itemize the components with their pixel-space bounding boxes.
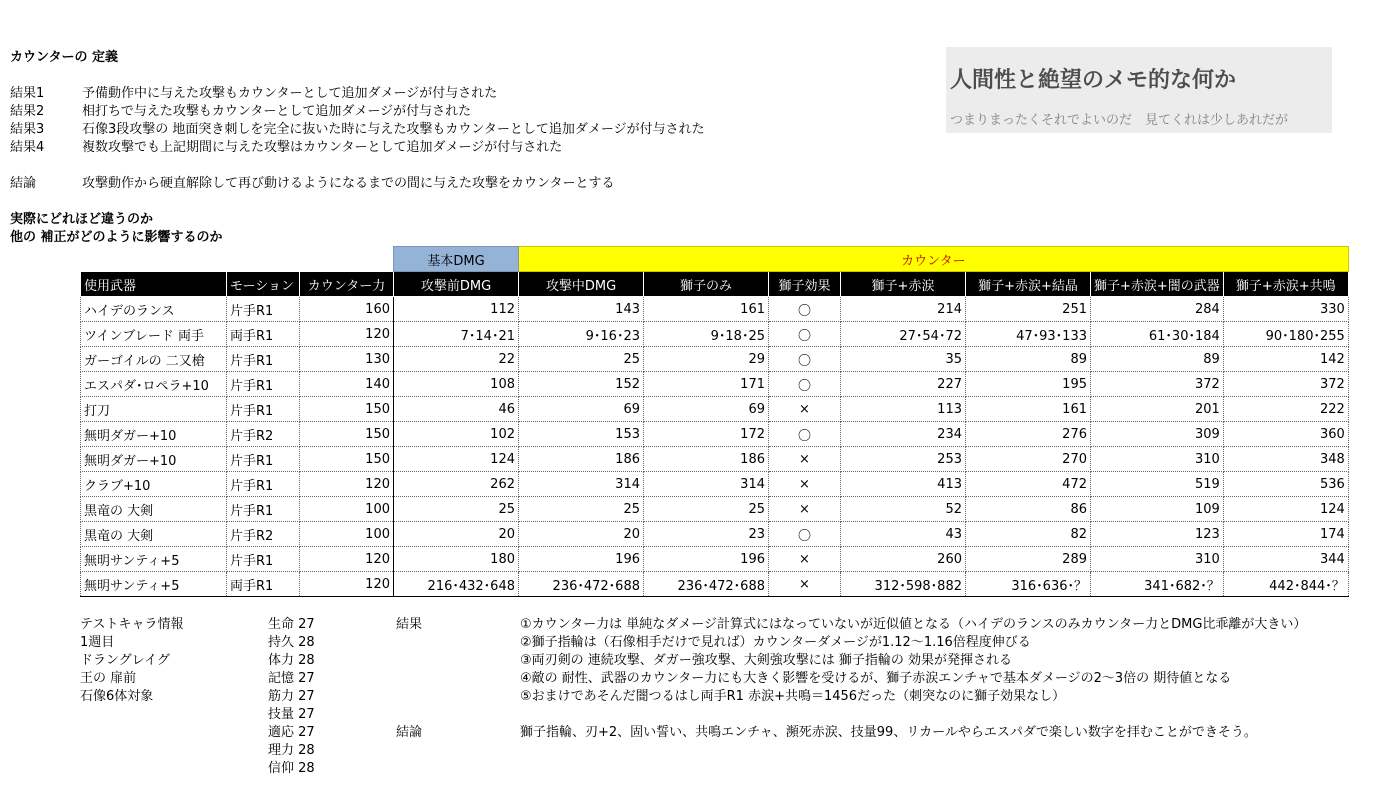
cell-counter-power: 100 <box>300 522 394 547</box>
cell-lion-only: 186 <box>644 447 769 472</box>
cell-lion-only: 171 <box>644 372 769 397</box>
definition-conclusion-text: 攻撃動作から硬直解除して再び動けるようになるまでの間に与えた攻撃をカウンターとする <box>82 176 615 191</box>
cell-mid-attack-dmg: 153 <box>519 422 644 447</box>
cell-lion-effect: × <box>769 497 841 522</box>
cell-lion-only: 196 <box>644 547 769 572</box>
col-header-pre-attack-dmg: 攻撃前DMG <box>394 272 519 297</box>
cell-lion-red-tear-resonance: 360 <box>1223 422 1348 447</box>
summary-result-1: ①カウンター力は 単純なダメージ計算式にはなっていないが近似値となる（ハイデのランスのみカウンター力とDMG比乖離が大きい） <box>520 617 1307 632</box>
cell-counter-power: 150 <box>300 422 394 447</box>
test-info-line: 王の 扉前 <box>80 671 137 686</box>
cell-lion-red-tear-resonance: 330 <box>1223 297 1348 322</box>
cell-mid-attack-dmg: 25 <box>519 497 644 522</box>
cell-lion-red-tear: 43 <box>841 522 966 547</box>
summary-result-5: ⑤おまけであそんだ闇つるはし両手R1 赤涙+共鳴＝1456だった（刺突なのに獅子効果なし） <box>520 689 1066 704</box>
test-info-line: ドラングレイグ <box>80 653 170 668</box>
cell-lion-only: 172 <box>644 422 769 447</box>
cell-lion-red-tear-resonance: 372 <box>1223 372 1348 397</box>
cell-counter-power: 150 <box>300 447 394 472</box>
cell-lion-red-tear-resonance: 222 <box>1223 397 1348 422</box>
cell-pre-attack-dmg: 124 <box>394 447 519 472</box>
col-header-weapon: 使用武器 <box>81 272 227 297</box>
cell-mid-attack-dmg: 236･472･688 <box>519 572 644 597</box>
cell-lion-red-tear-dark: 284 <box>1091 297 1224 322</box>
table-body <box>81 297 1349 597</box>
cell-counter-power: 120 <box>300 322 394 347</box>
cell-lion-red-tear-crystal: 86 <box>966 497 1091 522</box>
cell-mid-attack-dmg: 143 <box>519 297 644 322</box>
stat-dexterity: 技量 27 <box>268 707 315 722</box>
cell-lion-red-tear: 52 <box>841 497 966 522</box>
col-header-counter-power: カウンター力 <box>300 272 394 297</box>
question-1: 実際にどれほど違うのか <box>10 212 154 227</box>
cell-mid-attack-dmg: 186 <box>519 447 644 472</box>
cell-lion-effect: 〇 <box>769 422 841 447</box>
cell-lion-only: 69 <box>644 397 769 422</box>
cell-lion-red-tear-dark: 310 <box>1091 547 1224 572</box>
cell-weapon: ガーゴイルの 二又槍 <box>81 347 227 372</box>
cell-counter-power: 100 <box>300 497 394 522</box>
cell-lion-only: 236･472･688 <box>644 572 769 597</box>
cell-lion-red-tear-crystal: 270 <box>966 447 1091 472</box>
definition-heading: カウンターの 定義 <box>10 50 119 65</box>
summary-result-3: ③両刃剣の 連続攻撃、ダガー強攻撃、大剣強攻撃には 獅子指輪の 効果が発揮される <box>520 653 1013 668</box>
cell-lion-effect: 〇 <box>769 322 841 347</box>
cell-mid-attack-dmg: 314 <box>519 472 644 497</box>
cell-lion-red-tear-resonance: 124 <box>1223 497 1348 522</box>
cell-weapon: 打刀 <box>81 397 227 422</box>
stat-vitality: 体力 28 <box>268 653 315 668</box>
cell-lion-red-tear-dark: 309 <box>1091 422 1224 447</box>
col-header-lion-red-tear: 獅子+赤涙 <box>841 272 966 297</box>
cell-weapon: クラブ+10 <box>81 472 227 497</box>
cell-lion-effect: × <box>769 472 841 497</box>
cell-mid-attack-dmg: 196 <box>519 547 644 572</box>
cell-lion-red-tear-crystal: 316･636･？ <box>966 572 1091 597</box>
cell-weapon: ハイデのランス <box>81 297 227 322</box>
result-3-label: 結果3 <box>10 122 45 137</box>
result-2-text: 相打ちで与えた攻撃もカウンターとして追加ダメージが付与された <box>82 104 472 119</box>
cell-lion-red-tear-dark: 372 <box>1091 372 1224 397</box>
table-row <box>81 572 1349 597</box>
cell-counter-power: 130 <box>300 347 394 372</box>
col-header-mid-attack-dmg: 攻撃中DMG <box>519 272 644 297</box>
cell-motion: 片手R1 <box>227 447 300 472</box>
cell-counter-power: 120 <box>300 472 394 497</box>
col-header-motion: モーション <box>227 272 300 297</box>
cell-lion-red-tear-resonance: 348 <box>1223 447 1348 472</box>
cell-motion: 片手R2 <box>227 522 300 547</box>
cell-counter-power: 140 <box>300 372 394 397</box>
cell-motion: 片手R1 <box>227 347 300 372</box>
definition-conclusion-label: 結論 <box>10 176 37 191</box>
cell-pre-attack-dmg: 25 <box>394 497 519 522</box>
cell-mid-attack-dmg: 20 <box>519 522 644 547</box>
cell-lion-red-tear-resonance: 536 <box>1223 472 1348 497</box>
cell-weapon: 無明ダガー+10 <box>81 422 227 447</box>
table-row <box>81 422 1349 447</box>
cell-pre-attack-dmg: 20 <box>394 522 519 547</box>
table-row <box>81 472 1349 497</box>
cell-lion-red-tear-dark: 123 <box>1091 522 1224 547</box>
cell-counter-power: 120 <box>300 572 394 597</box>
cell-lion-red-tear-dark: 61･30･184 <box>1091 322 1224 347</box>
cell-pre-attack-dmg: 102 <box>394 422 519 447</box>
summary-result-4: ④敵の 耐性、武器のカウンター力にも大きく影響を受けるが、獅子赤涙エンチャで基本ダメージの2～3倍の 期待値となる <box>520 671 1232 686</box>
cell-lion-red-tear: 413 <box>841 472 966 497</box>
cell-lion-red-tear-crystal: 195 <box>966 372 1091 397</box>
test-info-line: 石像6体対象 <box>80 689 154 704</box>
result-4-label: 結果4 <box>10 140 45 155</box>
table-row <box>81 497 1349 522</box>
cell-lion-red-tear-crystal: 251 <box>966 297 1091 322</box>
cell-pre-attack-dmg: 108 <box>394 372 519 397</box>
cell-pre-attack-dmg: 46 <box>394 397 519 422</box>
cell-weapon: 無明ダガー+10 <box>81 447 227 472</box>
cell-weapon: 無明サンティ+5 <box>81 547 227 572</box>
table-row <box>81 397 1349 422</box>
cell-pre-attack-dmg: 7･14･21 <box>394 322 519 347</box>
cell-counter-power: 150 <box>300 397 394 422</box>
cell-motion: 片手R1 <box>227 497 300 522</box>
card-title: 人間性と絶望のメモ的な何か <box>950 68 1237 93</box>
group-basic-dmg: 基本DMG <box>394 247 519 272</box>
cell-pre-attack-dmg: 180 <box>394 547 519 572</box>
stat-strength: 筋力 27 <box>268 689 315 704</box>
cell-lion-effect: × <box>769 397 841 422</box>
table-row <box>81 322 1349 347</box>
table-row <box>81 522 1349 547</box>
col-header-lion-only: 獅子のみ <box>644 272 769 297</box>
cell-weapon: エスパダ･ロペラ+10 <box>81 372 227 397</box>
cell-lion-red-tear-dark: 89 <box>1091 347 1224 372</box>
group-counter: カウンター <box>519 247 1349 272</box>
cell-lion-only: 9･18･25 <box>644 322 769 347</box>
cell-lion-red-tear-crystal: 161 <box>966 397 1091 422</box>
cell-lion-red-tear-crystal: 89 <box>966 347 1091 372</box>
col-header-lion-red-tear-dark: 獅子+赤涙+闇の武器 <box>1091 272 1224 297</box>
column-header-row <box>81 272 1349 297</box>
cell-motion: 両手R1 <box>227 572 300 597</box>
col-header-lion-red-tear-crystal: 獅子+赤涙+結晶 <box>966 272 1091 297</box>
table-row <box>81 447 1349 472</box>
cell-mid-attack-dmg: 25 <box>519 347 644 372</box>
cell-lion-effect: 〇 <box>769 297 841 322</box>
table-row <box>81 347 1349 372</box>
group-header-row <box>81 247 1349 272</box>
cell-lion-red-tear-crystal: 472 <box>966 472 1091 497</box>
cell-lion-red-tear-dark: 201 <box>1091 397 1224 422</box>
cell-pre-attack-dmg: 112 <box>394 297 519 322</box>
cell-mid-attack-dmg: 69 <box>519 397 644 422</box>
card-subtitle: つまりまったくそれでよいのだ 見てくれは少しあれだが <box>950 113 1289 128</box>
cell-lion-red-tear-resonance: 142 <box>1223 347 1348 372</box>
cell-motion: 片手R1 <box>227 372 300 397</box>
question-2: 他の 補正がどのように影響するのか <box>10 230 223 245</box>
stat-adaptability: 適応 27 <box>268 725 315 740</box>
col-header-lion-red-tear-resonance: 獅子+赤涙+共鳴 <box>1223 272 1348 297</box>
cell-lion-red-tear-crystal: 289 <box>966 547 1091 572</box>
cell-lion-effect: 〇 <box>769 522 841 547</box>
test-info-title: テストキャラ情報 <box>80 617 184 632</box>
cell-motion: 片手R1 <box>227 297 300 322</box>
cell-lion-red-tear-resonance: 442･844･？ <box>1223 572 1348 597</box>
cell-pre-attack-dmg: 262 <box>394 472 519 497</box>
cell-lion-only: 314 <box>644 472 769 497</box>
cell-lion-red-tear-resonance: 90･180･255 <box>1223 322 1348 347</box>
cell-motion: 両手R1 <box>227 322 300 347</box>
cell-weapon: 黒竜の 大剣 <box>81 522 227 547</box>
stat-endurance: 持久 28 <box>268 635 315 650</box>
test-info-line: 1週目 <box>80 635 115 650</box>
cell-pre-attack-dmg: 216･432･648 <box>394 572 519 597</box>
cell-lion-red-tear-dark: 519 <box>1091 472 1224 497</box>
cell-lion-red-tear: 113 <box>841 397 966 422</box>
cell-lion-red-tear: 253 <box>841 447 966 472</box>
summary-results-label: 結果 <box>396 617 423 632</box>
cell-lion-red-tear-dark: 109 <box>1091 497 1224 522</box>
stat-attunement: 記憶 27 <box>268 671 315 686</box>
cell-weapon: ツインブレード 両手 <box>81 322 227 347</box>
result-1-label: 結果1 <box>10 86 45 101</box>
col-header-lion-effect: 獅子効果 <box>769 272 841 297</box>
cell-lion-red-tear: 27･54･72 <box>841 322 966 347</box>
cell-lion-red-tear: 260 <box>841 547 966 572</box>
cell-lion-red-tear: 234 <box>841 422 966 447</box>
cell-lion-red-tear: 35 <box>841 347 966 372</box>
result-4-text: 複数攻撃でも上記期間に与えた攻撃はカウンターとして追加ダメージが付与された <box>82 140 563 155</box>
summary-conclusion-label: 結論 <box>396 725 423 740</box>
result-2-label: 結果2 <box>10 104 45 119</box>
cell-lion-effect: × <box>769 572 841 597</box>
cell-lion-red-tear: 214 <box>841 297 966 322</box>
cell-mid-attack-dmg: 9･16･23 <box>519 322 644 347</box>
cell-lion-only: 25 <box>644 497 769 522</box>
stat-vigor: 生命 27 <box>268 617 315 632</box>
cell-lion-red-tear-crystal: 82 <box>966 522 1091 547</box>
title-card <box>946 47 1332 133</box>
cell-lion-only: 29 <box>644 347 769 372</box>
cell-counter-power: 120 <box>300 547 394 572</box>
summary-conclusion-text: 獅子指輪、刃+2、固い誓い、共鳴エンチャ、瀕死赤涙、技量99、リカールやらエスパダで楽しい数字を拝むことができそう。 <box>520 725 1257 740</box>
cell-lion-only: 161 <box>644 297 769 322</box>
cell-motion: 片手R2 <box>227 422 300 447</box>
cell-pre-attack-dmg: 22 <box>394 347 519 372</box>
cell-lion-red-tear-resonance: 174 <box>1223 522 1348 547</box>
cell-lion-only: 23 <box>644 522 769 547</box>
cell-lion-red-tear: 312･598･882 <box>841 572 966 597</box>
result-1-text: 予備動作中に与えた攻撃もカウンターとして追加ダメージが付与された <box>82 86 498 101</box>
cell-lion-red-tear-dark: 310 <box>1091 447 1224 472</box>
cell-motion: 片手R1 <box>227 472 300 497</box>
cell-lion-red-tear-crystal: 47･93･133 <box>966 322 1091 347</box>
stat-intelligence: 理力 28 <box>268 743 315 758</box>
cell-lion-effect: 〇 <box>769 372 841 397</box>
cell-mid-attack-dmg: 152 <box>519 372 644 397</box>
cell-weapon: 無明サンティ+5 <box>81 572 227 597</box>
cell-weapon: 黒竜の 大剣 <box>81 497 227 522</box>
cell-lion-effect: × <box>769 447 841 472</box>
summary-result-2: ②獅子指輪は（石像相手だけで見れば）カウンターダメージが1.12～1.16倍程度伸びる <box>520 635 1031 650</box>
counter-damage-table <box>80 246 1349 597</box>
cell-lion-red-tear-dark: 341･682･？ <box>1091 572 1224 597</box>
cell-motion: 片手R1 <box>227 397 300 422</box>
stat-faith: 信仰 28 <box>268 761 315 776</box>
cell-lion-red-tear: 227 <box>841 372 966 397</box>
table-row <box>81 297 1349 322</box>
cell-lion-red-tear-resonance: 344 <box>1223 547 1348 572</box>
table-row <box>81 547 1349 572</box>
cell-lion-effect: 〇 <box>769 347 841 372</box>
result-3-text: 石像3段攻撃の 地面突き刺しを完全に抜いた時に与えた攻撃もカウンターとして追加ダメージが付与された <box>82 122 705 137</box>
table-row <box>81 372 1349 397</box>
cell-lion-effect: × <box>769 547 841 572</box>
cell-counter-power: 160 <box>300 297 394 322</box>
cell-lion-red-tear-crystal: 276 <box>966 422 1091 447</box>
cell-motion: 片手R1 <box>227 547 300 572</box>
